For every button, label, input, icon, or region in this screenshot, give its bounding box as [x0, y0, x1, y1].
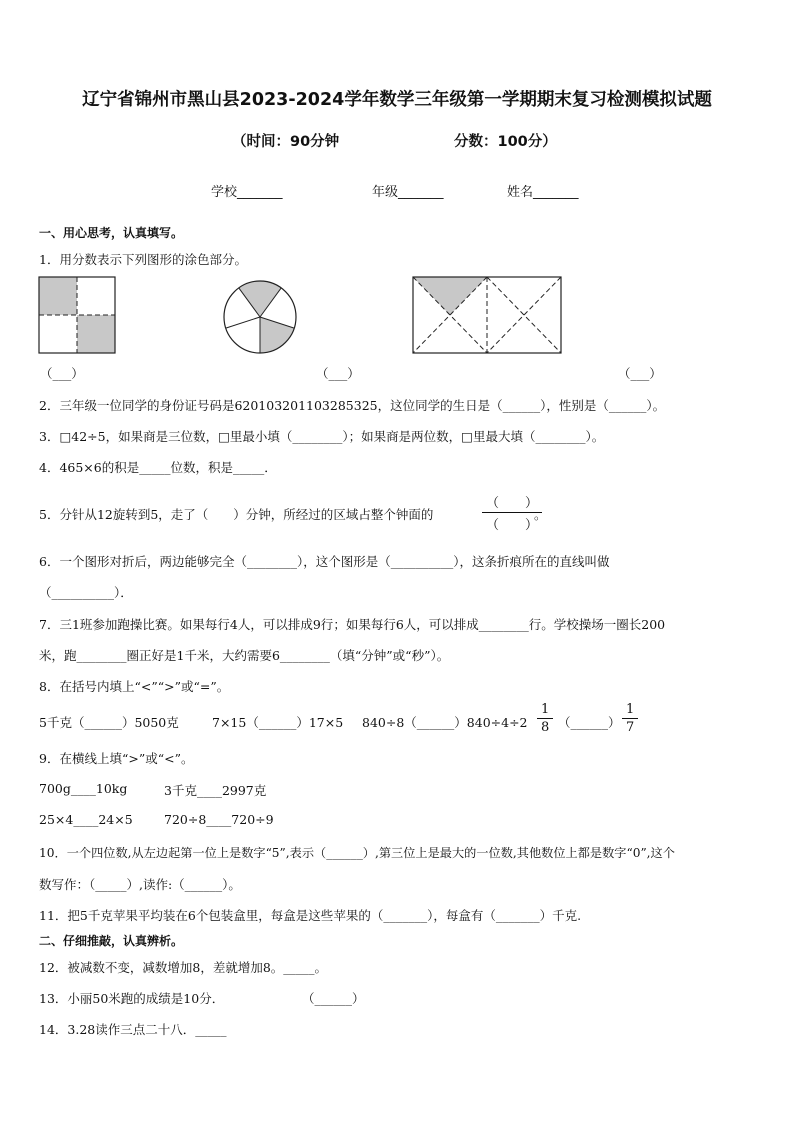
question-12: 12．被减数不变，减数增加8，差就增加8。_____。 [39, 960, 328, 975]
fraction-denominator: 8 [541, 720, 550, 735]
q1-answer-blank-1[interactable]: （___） [40, 366, 84, 381]
question-2: 2．三年级一位同学的身份证号码是620103201103285325，这位同学的生日是（______），性别是（______）。 [39, 398, 666, 413]
q5-fraction-blank[interactable] [482, 492, 542, 533]
question-10-line-1: 10．一个四位数,从左边起第一位上是数字“5”,表示（______）,第三位上是最大的一位数,其他数位上都是数字“0”,这个 [39, 846, 675, 860]
q8-fraction-one-eighth [537, 702, 553, 735]
question-11: 11．把5千克苹果平均装在6个包装盒里，每盒是这些苹果的（_______），每盒有（_______）千克. [39, 908, 582, 923]
shaded-quarter-top-left [39, 277, 77, 315]
q8-part-b: 7×15（______）17×5 [212, 715, 344, 730]
school-field[interactable]: 学校_______ [211, 185, 283, 200]
square-figure [38, 276, 118, 354]
score-label: 分数：100分） [454, 134, 557, 150]
q8-part-a: 5千克（______）5050克 [39, 715, 179, 730]
question-3: 3．□42÷5，如果商是三位数，□里最小填（________）；如果商是两位数，□里最大填（________）。 [39, 429, 605, 444]
section-1-heading: 一、用心思考，认真填写。 [39, 226, 184, 240]
q9-part-a: 700g____10kg [39, 781, 128, 796]
q9-part-b: 3千克____2997克 [164, 783, 267, 798]
question-8: 8．在括号内填上“<”“>”或“=”。 [39, 679, 230, 694]
q8-fraction-one-seventh [622, 702, 638, 735]
q9-part-d: 720÷8____720÷9 [164, 812, 274, 827]
question-10-line-2: 数写作：（_____）,读作:（______）。 [39, 877, 241, 892]
q5-denominator[interactable]: （ ） [486, 518, 539, 533]
q5-end: 。 [534, 507, 547, 522]
question-9: 9．在横线上填“>”或“<”。 [39, 751, 194, 766]
question-6-line-1: 6．一个图形对折后，两边能够完全（________），这个图形是（__________），这条折痕所在的直线叫做 [39, 554, 610, 569]
time-label: （时间：90分钟 [232, 134, 340, 150]
fraction-numerator: 1 [622, 702, 638, 719]
q8-part-c: 840÷8（______）840÷4÷2 [362, 715, 528, 730]
q13-answer-blank[interactable]: （______） [302, 991, 365, 1006]
rectangle-figure [412, 276, 562, 354]
name-field[interactable]: 姓名_______ [507, 185, 579, 200]
circle-radius [226, 317, 260, 328]
question-7-line-1: 7．三1班参加跑操比赛。如果每行4人，可以排成9行；如果每行6人，可以排成________行。学校操场一圈长200 [39, 617, 666, 632]
question-5 [39, 505, 433, 523]
q5-numerator[interactable]: （ ） [482, 492, 542, 513]
page-title: 辽宁省锦州市黑山县2023-2024学年数学三年级第一学期期末复习检测模拟试题 [82, 90, 712, 110]
section-2-heading: 二、仔细推敲，认真辨析。 [39, 934, 184, 948]
question-13: 13．小丽50米跑的成绩是10分． [39, 991, 225, 1006]
shaded-sector-top [239, 281, 281, 317]
fraction-numerator: 1 [537, 702, 553, 719]
shaded-quarter-bottom-right [77, 315, 115, 353]
q8-part-d-blank[interactable]: （______） [558, 715, 621, 730]
question-14: 14．3.28读作三点二十八．_____ [39, 1022, 227, 1037]
shaded-triangle [413, 277, 487, 315]
question-6-line-2: （__________）． [39, 585, 133, 600]
q1-answer-blank-2[interactable]: （___） [316, 366, 360, 381]
grade-field[interactable]: 年级_______ [372, 185, 444, 200]
question-7-line-2: 米，跑________圈正好是1千米，大约需要6________（填“分钟”或“秒”）。 [39, 648, 450, 663]
q9-part-c: 25×4____24×5 [39, 812, 133, 827]
question-1: 1．用分数表示下列图形的涂色部分。 [39, 252, 247, 267]
q5-text: 5．分针从12旋转到5，走了（ ）分钟，所经过的区域占整个钟面的 [39, 507, 434, 522]
fraction-denominator: 7 [626, 720, 635, 735]
circle-figure [219, 276, 301, 358]
question-4: 4．465×6的积是_____位数，积是_____． [39, 460, 277, 475]
q1-answer-blank-3[interactable]: （___） [618, 366, 662, 381]
